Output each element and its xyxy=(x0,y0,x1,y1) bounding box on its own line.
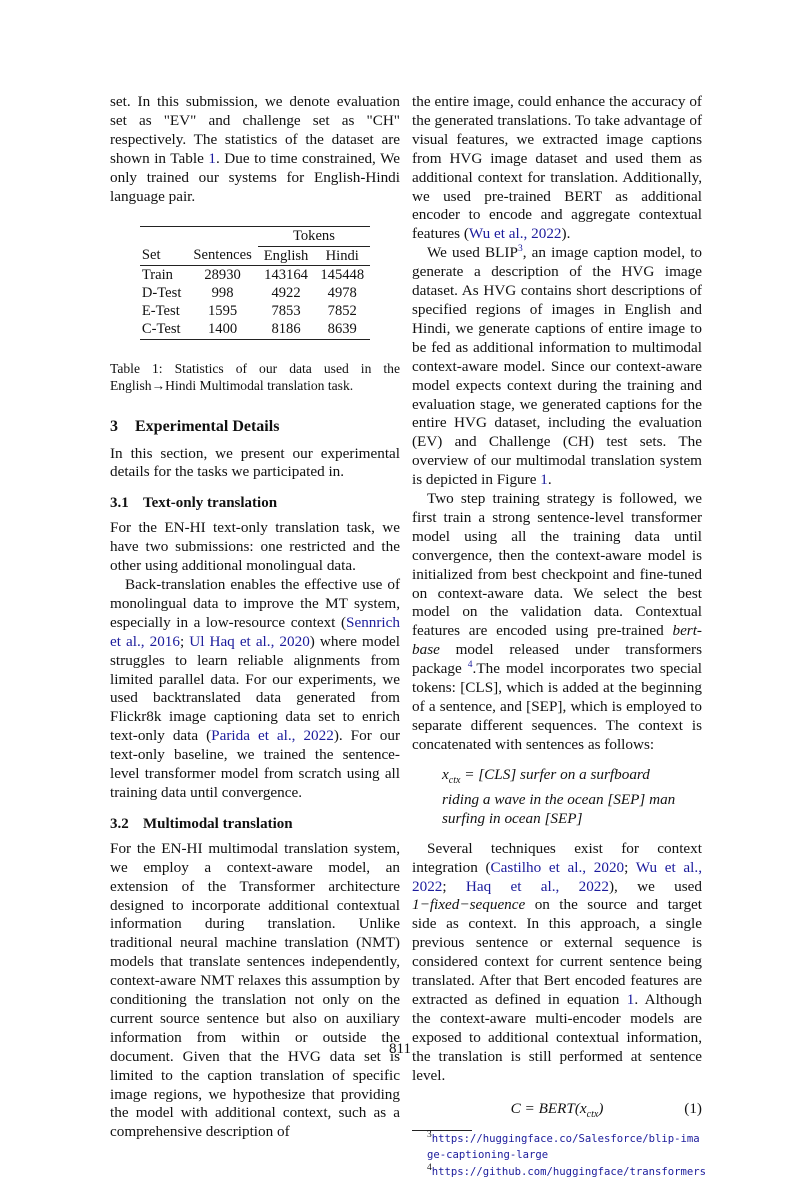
subsection-title: Multimodal translation xyxy=(143,815,293,832)
equation xyxy=(412,1100,702,1124)
table-cell: 7853 xyxy=(271,303,301,320)
footnote: $^3$https://huggingface.co/Salesforce/blip-image-captioning-large xyxy=(427,1129,700,1162)
table-cell: Train xyxy=(141,266,173,283)
table-row xyxy=(140,265,370,284)
paragraph: For the EN-HI text-only translation task, we have two submissions: one restricted and the other using additional monolingual data. xyxy=(110,519,400,575)
subsection-number: 3.1 xyxy=(110,495,129,512)
paragraph: Two step training strategy is followed, we first train a strong sentence-level transformer model using all the training data until convergence, then the context-aware model is initialized from best checkpoint and fine-tuned on context-aware data. We select the best model on the validation data. Contextual features are encoded using pre-trained bert-base model released under transformers package $^4$.The model incorporates two special tokens: [CLS], which is added at the beginning of a sentence, and [SEP], which is employed to separate different sequences. The context is concatenated with sentences as follows: xyxy=(412,490,702,753)
equation-number: (1) xyxy=(684,1099,702,1117)
table-cell: 28930 xyxy=(204,266,241,283)
footnote-marker[interactable]: 4 xyxy=(467,660,473,671)
table-row xyxy=(140,284,370,302)
citation-link[interactable]: Wu et al., 2022 xyxy=(468,225,562,243)
table-cell: 7852 xyxy=(327,303,357,320)
table-header: Sentences xyxy=(187,246,257,265)
footnote: $^4$https://github.com/huggingface/transformers xyxy=(427,1162,707,1178)
subsection-title: Text-only translation xyxy=(143,495,278,512)
subsection-number: 3.2 xyxy=(110,815,129,832)
table-cell: C-Test xyxy=(140,320,188,339)
paragraph: Several techniques exist for context integration (Castilho et al., 2020; Wu et al., 2022; Haq et al., 2022), we used 1−fixed−sequence on the source and target side as context. In this approach, a single previous sentence or external sequence is considered context for current sentence being translated. After that Bert encoded features are extracted as defined in equation 1. Although the context-aware multi-encoder models are exposed to additional contextual information, the translation is still performed at sentence level. xyxy=(412,839,702,1084)
footnote-link[interactable]: https://huggingface.co/Salesforce/blip-image-captioning-large xyxy=(427,1132,700,1162)
table-header: English xyxy=(258,246,315,265)
table-cell: 1400 xyxy=(187,320,257,339)
table-row xyxy=(140,302,370,320)
subsection-heading xyxy=(110,494,400,513)
citation-link[interactable]: Sennrich et al., 2016 xyxy=(110,613,400,650)
figure-ref-link[interactable]: 1 xyxy=(540,471,548,489)
right-column xyxy=(412,93,707,1180)
paragraph: For the EN-HI multimodal translation system, we employ a context-aware model, an extension of the Transformer architecture designed to incorporate additional contextual information during translation. Unlike traditional neural machine translation (NMT) models that translate sentences independently, context-aware NMT relaxes this assumption by conditioning the translation not only on the current source sentence but also on auxiliary information from within or outside the document. Given that the HVG data set is limited to the caption translation of specific image regions, we hypothesize that providing the model with additional context, such as a comprehensive description of xyxy=(110,839,400,1141)
footnotes xyxy=(412,1129,707,1180)
section-title: Experimental Details xyxy=(135,417,280,435)
paragraph: Back-translation enables the effective use of monolingual data to improve the MT system, especially in a low-resource context (Sennrich et al., 2016; Ul Haq et al., 2020) where model struggles to learn reliable alignments from limited parallel data. For our experiments, we used backtranslated data generated from Flickr8k image captioning data set to enrich text-only data (Parida et al., 2022). For our text-only baseline, we trained the sentence-level transformer model from scratch using all training data until convergence. xyxy=(110,576,400,801)
table-row xyxy=(140,320,370,339)
table-cell: E-Test xyxy=(141,303,180,320)
left-column xyxy=(110,93,400,1142)
table-header-group: Tokens xyxy=(258,227,370,246)
paragraph: the entire image, could enhance the accuracy of the generated translations. To take advantage of visual features, we extracted image captions from HVG image dataset and used them as additional context for translation. Additionally, we used pre-trained BERT as additional encoder to encode and aggregate contextual features (Wu et al., 2022). xyxy=(412,93,702,243)
table-cell: 4922 xyxy=(271,285,301,302)
citation-link[interactable]: Ul Haq et al., 2020 xyxy=(189,632,310,650)
table-header: Hindi xyxy=(314,246,370,265)
table-cell: 143164 xyxy=(264,266,308,283)
footnote-link[interactable]: https://github.com/huggingface/transformers xyxy=(431,1165,707,1178)
table-cell: 4978 xyxy=(327,285,357,302)
citation-link[interactable]: Parida et al., 2022 xyxy=(211,727,334,745)
table-cell: D-Test xyxy=(141,285,182,302)
section-number: 3 xyxy=(110,417,118,435)
table-caption: Table 1: Statistics of our data used in the English→Hindi Multimodal translation task. xyxy=(110,360,400,393)
table-cell: 8186 xyxy=(258,320,315,339)
table-header: Set xyxy=(140,246,188,265)
intro-paragraph: set. In this submission, we denote evaluation set as "EV" and challenge set as "CH" respectively. The statistics of the dataset are shown in Table 1. Due to time constrained, We only trained our systems for English-Hindi language pair. xyxy=(110,93,400,205)
citation-link[interactable]: Haq et al., 2022 xyxy=(465,877,609,895)
page-number: 811 xyxy=(389,1041,411,1057)
table-cell: 8639 xyxy=(314,320,370,339)
inline-math: 1−fixed−sequence xyxy=(412,896,526,914)
model-name: bert-base xyxy=(412,622,702,659)
equation-ref-link[interactable]: 1 xyxy=(626,991,635,1008)
subsection-heading xyxy=(110,815,400,834)
section-intro: In this section, we present our experimental details for the tasks we participated in. xyxy=(110,444,400,481)
statistics-table xyxy=(140,226,370,339)
citation-link[interactable]: Wu et al., 2022 xyxy=(412,858,702,895)
context-example: $x_{ctx} = [CLS]$ surfer on a surfboard riding a wave in the ocean [SEP] man surfing in ocean [SEP] xyxy=(442,765,676,827)
table-cell: 998 xyxy=(211,285,234,302)
equation-body: $C = BERT(x_{ctx})$ xyxy=(510,1099,604,1120)
table-cell: 1595 xyxy=(207,303,238,320)
table-ref-link[interactable]: 1 xyxy=(208,149,216,167)
table-header-row xyxy=(140,246,370,265)
table-cell: 145448 xyxy=(320,266,365,283)
footnote-marker[interactable]: 3 xyxy=(517,244,523,255)
section-heading xyxy=(110,418,400,437)
paragraph: We used BLIP$^3$, an image caption model, to generate a description of the HVG image dataset. As HVG contains short descriptions of specified regions of images in English and Hindi, we generate captions of entire image to be fed as additional information to multimodal context-aware model. Since our context-aware model expects context during the training and evaluation stage, we generated captions for the entire HVG dataset, including the evaluation (EV) and Challenge (CH) test sets. The overview of our multimodal translation system is depicted in Figure 1. xyxy=(412,244,703,489)
citation-link[interactable]: Castilho et al., 2020 xyxy=(490,858,625,876)
